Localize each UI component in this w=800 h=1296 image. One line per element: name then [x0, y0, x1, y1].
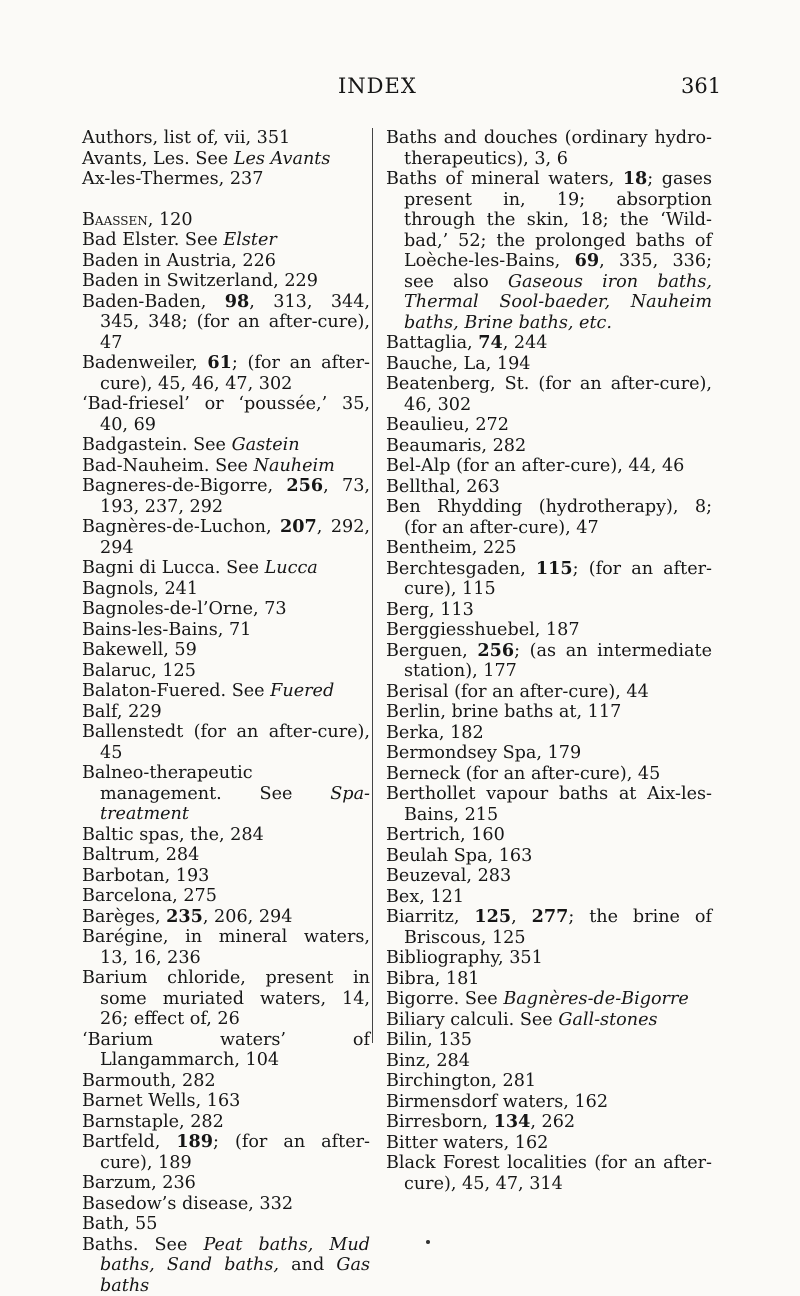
entry-text: Bagnères-de-Luchon, [82, 517, 280, 537]
index-entry [386, 907, 712, 948]
index-entry [82, 1173, 370, 1194]
index-entry [82, 886, 370, 907]
entry-text: Bartfeld, [82, 1132, 176, 1152]
entry-text: Berisal (for an after-cure), 44 [386, 682, 649, 702]
index-entry [386, 866, 712, 887]
entry-heading-smallcaps: Baassen [82, 210, 148, 230]
index-entry [386, 723, 712, 744]
entry-text: Bilin, 135 [386, 1030, 472, 1050]
entry-cross-reference: Gas baths [100, 1255, 370, 1296]
index-entry [82, 763, 370, 825]
index-entry [82, 456, 370, 477]
entry-text: Bertrich, 160 [386, 825, 505, 845]
index-entry [386, 784, 712, 825]
entry-principal-page: 207 [280, 516, 317, 537]
entry-text: Barnstaple, 282 [82, 1112, 224, 1132]
index-entry [386, 641, 712, 682]
index-entry [386, 354, 712, 375]
index-entry [82, 1071, 370, 1092]
entry-text: ; (for an after-cure), 115 [404, 559, 712, 600]
entry-cross-reference: Fuered [270, 681, 334, 701]
entry-text: Barèges, [82, 907, 166, 927]
entry-text: ; (for an after-cure), 189 [100, 1132, 370, 1173]
index-entry [386, 415, 712, 436]
index-entry [82, 661, 370, 682]
entry-text: Berguen, [386, 641, 477, 661]
entry-text: Bibra, 181 [386, 969, 479, 989]
entry-principal-page: 74 [478, 332, 502, 353]
index-entry [386, 702, 712, 723]
index-entry [386, 948, 712, 969]
entry-text: , 73, 193, 237, 292 [100, 476, 370, 517]
index-entry [386, 169, 712, 333]
index-entry [82, 968, 370, 1030]
index-entry [386, 1092, 712, 1113]
entry-cross-reference: Les Avants [234, 149, 331, 169]
entry-cross-reference: Gaseous iron baths, Thermal Sool-baeder, Nauheim baths, Brine baths, etc. [404, 272, 712, 333]
entry-text: , 206, 294 [203, 907, 293, 927]
page-header [0, 74, 800, 106]
entry-text: Baths of mineral waters, [386, 169, 623, 189]
entry-text: Ax-les-Thermes, 237 [82, 169, 263, 189]
entry-text: Berggiesshuebel, 187 [386, 620, 580, 640]
entry-text: Baden in Switzerland, 229 [82, 271, 318, 291]
index-entry [82, 599, 370, 620]
index-entry [386, 1051, 712, 1072]
entry-text: Balf, 229 [82, 702, 162, 722]
entry-text: Balneo-therapeutic management. See [82, 763, 330, 804]
entry-text: Bakewell, 59 [82, 640, 197, 660]
index-entry [386, 887, 712, 908]
index-entry [82, 517, 370, 558]
entry-text: ; (for an after-cure), 45, 46, 47, 302 [100, 353, 370, 394]
entry-text: , 335, 336; see also [404, 251, 712, 292]
index-entry [82, 1235, 370, 1296]
index-entry [82, 702, 370, 723]
index-entry [82, 825, 370, 846]
entry-text: Black Forest localities (for an after-cure), 45, 47, 314 [386, 1153, 712, 1194]
entry-text: Bad-Nauheim. See [82, 456, 254, 476]
index-entry [82, 845, 370, 866]
index-entry [386, 559, 712, 600]
index-entry [82, 1030, 370, 1071]
entry-principal-page: 125 [474, 906, 511, 927]
entry-cross-reference: Gastein [232, 435, 300, 455]
entry-text: Berlin, brine baths at, 117 [386, 702, 621, 722]
entry-text: Bentheim, 225 [386, 538, 517, 558]
entry-text: , 244 [503, 333, 548, 353]
index-entry [386, 1010, 712, 1031]
index-entry [386, 538, 712, 559]
entry-text: Bigorre. See [386, 989, 503, 1009]
entry-text: Beuzeval, 283 [386, 866, 511, 886]
entry-text: Beaumaris, 282 [386, 436, 526, 456]
index-entry [386, 1153, 712, 1194]
entry-cross-reference: Bagnères-de-Bigorre [503, 989, 688, 1009]
index-entry [386, 1112, 712, 1133]
index-entry [82, 1214, 370, 1235]
index-column-left [82, 128, 370, 1296]
index-entry [82, 927, 370, 968]
entry-text: Barégine, in mineral waters, 13, 16, 236 [82, 927, 370, 968]
entry-text: Bellthal, 263 [386, 477, 500, 497]
entry-text: Barnet Wells, 163 [82, 1091, 240, 1111]
entry-text: Berchtesgaden, [386, 559, 536, 579]
index-entry [386, 477, 712, 498]
entry-text: Barmouth, 282 [82, 1071, 216, 1091]
entry-text: Baden-Baden, [82, 292, 225, 312]
entry-text: Barbotan, 193 [82, 866, 209, 886]
index-entry [82, 230, 370, 251]
entry-text: Badenweiler, [82, 353, 207, 373]
entry-text: Baden in Austria, 226 [82, 251, 276, 271]
index-entry [82, 476, 370, 517]
entry-principal-page: 134 [494, 1111, 531, 1132]
entry-text: Bad Elster. See [82, 230, 223, 250]
entry-text: Biarritz, [386, 907, 474, 927]
entry-cross-reference: Nauheim [254, 456, 335, 476]
entry-text: , [511, 907, 532, 927]
entry-principal-page: 235 [166, 906, 203, 927]
entry-text: Bagneres-de-Bigorre, [82, 476, 286, 496]
entry-principal-page: 115 [536, 558, 573, 579]
index-entry [82, 1132, 370, 1173]
index-entry [386, 682, 712, 703]
entry-text: Bagnols, 241 [82, 579, 198, 599]
entry-cross-reference: Peat baths, Mud baths, Sand baths, [100, 1235, 370, 1276]
index-entry [386, 969, 712, 990]
index-entry [82, 210, 370, 231]
entry-text: Bagnoles-de-l’Orne, 73 [82, 599, 287, 619]
index-entry [386, 620, 712, 641]
entry-text: ; (as an intermediate station), 177 [404, 641, 712, 682]
entry-text: Barium chloride, present in some muriated waters, 14, 26; effect of, 26 [82, 968, 370, 1029]
index-entry [82, 1194, 370, 1215]
index-entry [82, 681, 370, 702]
entry-text: Bitter waters, 162 [386, 1133, 548, 1153]
entry-cross-reference: Spa-treatment [100, 784, 370, 825]
entry-text: Bauche, La, 194 [386, 354, 530, 374]
index-entry [386, 825, 712, 846]
entry-principal-page: 61 [207, 352, 231, 373]
ink-speck [426, 1240, 430, 1244]
entry-text: Beulah Spa, 163 [386, 846, 532, 866]
index-entry [82, 1091, 370, 1112]
index-column-right [386, 128, 712, 1194]
index-entry [82, 620, 370, 641]
entry-text: Baltic spas, the, 284 [82, 825, 264, 845]
entry-text: Barcelona, 275 [82, 886, 217, 906]
entry-text: Bagni di Lucca. See [82, 558, 265, 578]
entry-text: Berneck (for an after-cure), 45 [386, 764, 660, 784]
column-divider [372, 128, 373, 1043]
entry-principal-page: 18 [623, 168, 647, 189]
entry-text: , 262 [530, 1112, 575, 1132]
entry-text: Battaglia, [386, 333, 478, 353]
entry-text: Ballenstedt (for an after-cure), 45 [82, 722, 370, 763]
entry-text: Barzum, 236 [82, 1173, 196, 1193]
index-entry [82, 866, 370, 887]
entry-text: Balaton-Fuered. See [82, 681, 270, 701]
index-entry [386, 128, 712, 169]
entry-text: Bibliography, 351 [386, 948, 543, 968]
index-entry [82, 907, 370, 928]
index-entry [82, 394, 370, 435]
entry-text: Binz, 284 [386, 1051, 470, 1071]
index-entry [82, 722, 370, 763]
running-title: INDEX [338, 74, 417, 98]
index-entry [82, 169, 370, 190]
entry-principal-page: 256 [477, 640, 514, 661]
entry-principal-page: 69 [575, 250, 599, 271]
index-entry [386, 1133, 712, 1154]
index-entry [386, 456, 712, 477]
entry-text: Bath, 55 [82, 1214, 157, 1234]
entry-text: Basedow’s disease, 332 [82, 1194, 293, 1214]
entry-text: Beatenberg, St. (for an after-cure), 46, 302 [386, 374, 712, 415]
entry-text: , 120 [148, 210, 193, 230]
entry-text: ‘Barium waters’ of Llangammarch, 104 [82, 1030, 370, 1071]
entry-text: Berg, 113 [386, 600, 474, 620]
index-entry [386, 333, 712, 354]
entry-text: Bermondsey Spa, 179 [386, 743, 581, 763]
index-entry [82, 558, 370, 579]
index-entry [82, 435, 370, 456]
index-entry [386, 989, 712, 1010]
entry-text: and [279, 1255, 336, 1275]
entry-text: Baltrum, 284 [82, 845, 199, 865]
index-entry [82, 579, 370, 600]
index-entry [386, 600, 712, 621]
index-entry [386, 846, 712, 867]
entry-text: , 313, 344, 345, 348; (for an after-cure), 47 [100, 292, 370, 353]
index-entry [386, 374, 712, 415]
entry-cross-reference: Gall-stones [558, 1010, 657, 1030]
entry-principal-page: 98 [225, 291, 249, 312]
index-entry [82, 640, 370, 661]
entry-cross-reference: Lucca [265, 558, 318, 578]
entry-text: ; the brine of Briscous, 125 [404, 907, 712, 948]
index-entry [82, 149, 370, 170]
entry-text: Birchington, 281 [386, 1071, 536, 1091]
entry-text: Authors, list of, vii, 351 [82, 128, 290, 148]
entry-text: Ben Rhydding (hydrotherapy), 8; (for an after-cure), 47 [386, 497, 712, 538]
index-entry [386, 743, 712, 764]
entry-text: , 292, 294 [100, 517, 370, 558]
entry-text: ; gases present in, 19; absorption through the skin, 18; the ‘Wild-bad,’ 52; the prolonged baths of Loèche-les-Bains, [404, 169, 712, 271]
index-entry [82, 271, 370, 292]
index-entry [82, 128, 370, 149]
index-entry [82, 1112, 370, 1133]
entry-text: Birmensdorf waters, 162 [386, 1092, 608, 1112]
index-entry [386, 764, 712, 785]
entry-text: Beaulieu, 272 [386, 415, 509, 435]
entry-cross-reference: Elster [223, 230, 276, 250]
entry-text: Balaruc, 125 [82, 661, 196, 681]
entry-text: Bains-les-Bains, 71 [82, 620, 251, 640]
entry-text: Baths and douches (ordinary hydro-therapeutics), 3, 6 [386, 128, 712, 169]
entry-text: Berka, 182 [386, 723, 484, 743]
index-entry [82, 292, 370, 354]
index-entry [386, 436, 712, 457]
entry-text: Birresborn, [386, 1112, 494, 1132]
entry-text: Bex, 121 [386, 887, 464, 907]
entry-text: Badgastein. See [82, 435, 232, 455]
entry-text: Baths. See [82, 1235, 203, 1255]
entry-text: Avants, Les. See [82, 149, 234, 169]
entry-text: ‘Bad-friesel’ or ‘poussée,’ 35, 40, 69 [82, 394, 370, 435]
index-entry [386, 1071, 712, 1092]
index-entry [386, 1030, 712, 1051]
index-entry [82, 251, 370, 272]
entry-text: Berthollet vapour baths at Aix-les-Bains, 215 [386, 784, 712, 825]
entry-principal-page: 256 [286, 475, 323, 496]
entry-text: Biliary calculi. See [386, 1010, 558, 1030]
index-entry [386, 497, 712, 538]
entry-principal-page: 189 [176, 1131, 213, 1152]
entry-text: Bel-Alp (for an after-cure), 44, 46 [386, 456, 684, 476]
page-number: 361 [681, 74, 721, 98]
index-entry [82, 353, 370, 394]
entry-principal-page: 277 [532, 906, 569, 927]
